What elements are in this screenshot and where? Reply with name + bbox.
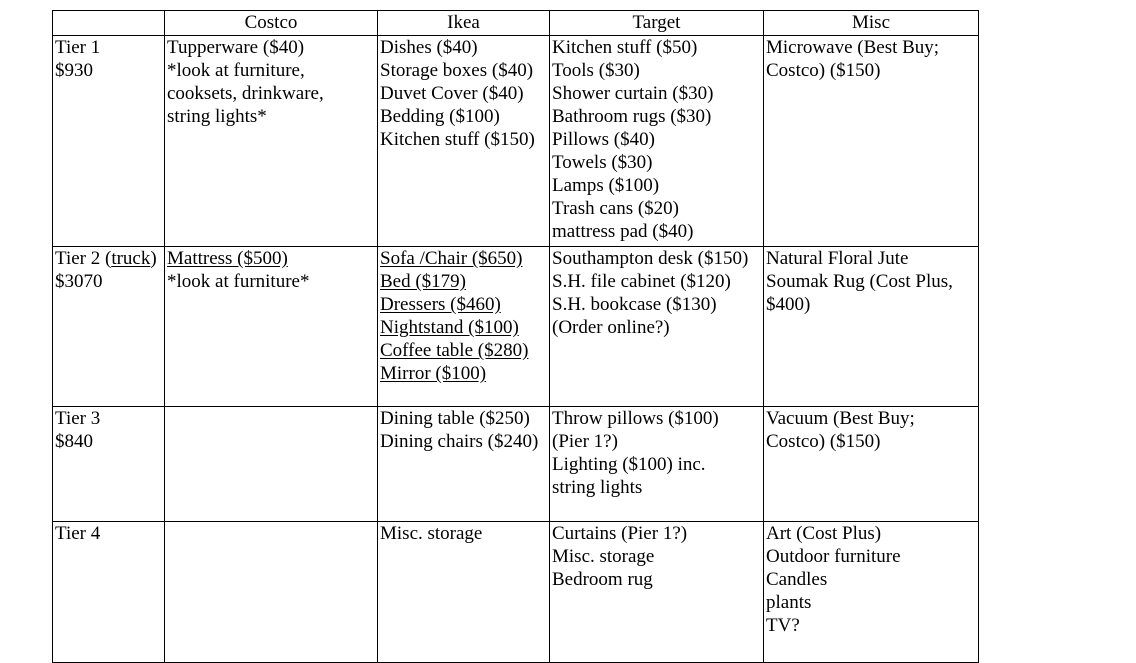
cell-line — [552, 293, 762, 316]
text-part: $3070 — [55, 271, 103, 292]
costco-cell — [165, 36, 378, 247]
text-part: Curtains (Pier 1?) — [552, 523, 688, 544]
cell-line — [552, 430, 762, 453]
cell-line — [380, 128, 548, 151]
text-part: Duvet Cover ($40) — [380, 83, 524, 104]
cell-line — [55, 59, 163, 82]
ikea-cell — [378, 407, 550, 522]
cell-line — [167, 36, 376, 59]
text-part: Dishes ($40) — [380, 37, 478, 58]
tier-shopping-table — [52, 10, 979, 663]
text-part: Outdoor furniture — [766, 546, 901, 567]
header-row — [53, 11, 979, 36]
cell-line — [380, 430, 548, 453]
text-part: Tupperware ($40) — [167, 37, 305, 58]
cell-line — [766, 270, 977, 293]
ikea-cell — [378, 522, 550, 663]
cell-line — [766, 614, 977, 637]
cell-line — [766, 568, 977, 591]
text-part: Art (Cost Plus) — [766, 523, 882, 544]
costco-cell — [165, 407, 378, 522]
cell-line — [380, 293, 548, 316]
tier-row — [53, 522, 979, 663]
text-part: Dining chairs ($240) — [380, 431, 539, 452]
target-cell — [550, 407, 764, 522]
cell-line — [552, 453, 762, 476]
text-part: TV? — [766, 615, 800, 636]
text-part: string lights — [552, 477, 643, 498]
cell-line — [552, 545, 762, 568]
tier-label-cell — [53, 522, 165, 663]
tier-label-cell — [53, 407, 165, 522]
text-part: Dining table ($250) — [380, 408, 530, 429]
cell-line — [552, 59, 762, 82]
cell-line — [766, 430, 977, 453]
text-part: Bathroom rugs ($30) — [552, 106, 712, 127]
text-part: Towels ($30) — [552, 152, 653, 173]
text-part: Microwave (Best Buy; — [766, 37, 940, 58]
cell-line — [552, 270, 762, 293]
text-part: S.H. bookcase ($130) — [552, 294, 717, 315]
text-part: Bedding ($100) — [380, 106, 500, 127]
header-costco: Costco — [165, 11, 378, 36]
text-part: $400) — [766, 294, 811, 315]
text-part: Tier 3 — [55, 408, 101, 429]
text-part: Misc. storage — [380, 523, 483, 544]
text-part: Candles — [766, 569, 828, 590]
tier-row — [53, 247, 979, 407]
cell-line — [552, 151, 762, 174]
costco-cell — [165, 247, 378, 407]
text-part: Lighting ($100) inc. — [552, 454, 706, 475]
cell-line — [380, 82, 548, 105]
cell-line — [766, 591, 977, 614]
text-part: Throw pillows ($100) — [552, 408, 719, 429]
text-part: Tools ($30) — [552, 60, 640, 81]
misc-cell — [764, 407, 979, 522]
tier-row — [53, 407, 979, 522]
cell-line — [552, 407, 762, 430]
underlined-text: Sofa /Chair ($650) — [380, 248, 523, 269]
header-target: Target — [550, 11, 764, 36]
tier-label-cell — [53, 247, 165, 407]
cell-line — [380, 407, 548, 430]
underlined-text: truck — [111, 248, 151, 269]
cell-line — [380, 316, 548, 339]
header-misc: Misc — [764, 11, 979, 36]
ikea-cell — [378, 36, 550, 247]
cell-line — [380, 270, 548, 293]
cell-line — [552, 522, 762, 545]
text-part: Tier 2 ( — [55, 248, 112, 269]
text-part: cooksets, drinkware, — [167, 83, 324, 104]
cell-line — [552, 316, 762, 339]
text-part: Lamps ($100) — [552, 175, 660, 196]
cell-line — [167, 270, 376, 293]
text-part: Southampton desk ($150) — [552, 248, 749, 269]
cell-line — [380, 105, 548, 128]
text-part: string lights* — [167, 106, 267, 127]
cell-line — [766, 36, 977, 59]
underlined-text: Dressers ($460) — [380, 294, 501, 315]
header-tier — [53, 11, 165, 36]
text-part: $840 — [55, 431, 93, 452]
cell-line — [380, 362, 548, 385]
text-part: Tier 1 — [55, 37, 101, 58]
cell-line — [167, 247, 376, 270]
cell-line — [380, 36, 548, 59]
target-cell — [550, 522, 764, 663]
target-cell — [550, 247, 764, 407]
text-part: (Pier 1?) — [552, 431, 618, 452]
cell-line — [167, 59, 376, 82]
cell-line — [552, 247, 762, 270]
underlined-text: Coffee table ($280) — [380, 340, 529, 361]
cell-line — [552, 197, 762, 220]
text-part: *look at furniture* — [167, 271, 310, 292]
text-part: Bedroom rug — [552, 569, 653, 590]
cell-line — [167, 105, 376, 128]
cell-line — [55, 430, 163, 453]
cell-line — [55, 407, 163, 430]
text-part: ) — [150, 248, 157, 269]
cell-line — [55, 522, 163, 545]
text-part: plants — [766, 592, 812, 613]
cell-line — [552, 82, 762, 105]
cell-line — [766, 247, 977, 270]
cell-line — [55, 36, 163, 59]
costco-cell — [165, 522, 378, 663]
header-ikea: Ikea — [378, 11, 550, 36]
cell-line — [380, 522, 548, 545]
text-part: Costco) ($150) — [766, 60, 881, 81]
cell-line — [766, 59, 977, 82]
cell-line — [55, 270, 163, 293]
misc-cell — [764, 36, 979, 247]
tier-label-cell — [53, 36, 165, 247]
text-part: Vacuum (Best Buy; — [766, 408, 915, 429]
text-part: Storage boxes ($40) — [380, 60, 534, 81]
cell-line — [766, 545, 977, 568]
text-part: (Order online?) — [552, 317, 670, 338]
text-part: Trash cans ($20) — [552, 198, 680, 219]
cell-line — [552, 174, 762, 197]
text-part: S.H. file cabinet ($120) — [552, 271, 731, 292]
misc-cell — [764, 522, 979, 663]
text-part: Tier 4 — [55, 523, 101, 544]
cell-line — [380, 247, 548, 270]
underlined-text: Mirror ($100) — [380, 363, 487, 384]
text-part: Soumak Rug (Cost Plus, — [766, 271, 953, 292]
underlined-text: Mattress ($500) — [167, 248, 288, 269]
cell-line — [380, 339, 548, 362]
cell-line — [766, 407, 977, 430]
text-part: $930 — [55, 60, 93, 81]
text-part: Shower curtain ($30) — [552, 83, 714, 104]
cell-line — [552, 220, 762, 243]
underlined-text: Bed ($179) — [380, 271, 467, 292]
ikea-cell — [378, 247, 550, 407]
text-part: mattress pad ($40) — [552, 221, 694, 242]
misc-cell — [764, 247, 979, 407]
text-part: Misc. storage — [552, 546, 655, 567]
cell-line — [552, 568, 762, 591]
text-part: *look at furniture, — [167, 60, 305, 81]
cell-line — [766, 293, 977, 316]
tier-row — [53, 36, 979, 247]
text-part: Natural Floral Jute — [766, 248, 909, 269]
target-cell — [550, 36, 764, 247]
cell-line — [552, 36, 762, 59]
cell-line — [552, 105, 762, 128]
cell-line — [55, 247, 163, 270]
text-part: Kitchen stuff ($150) — [380, 129, 535, 150]
underlined-text: Nightstand ($100) — [380, 317, 519, 338]
cell-line — [766, 522, 977, 545]
text-part: Costco) ($150) — [766, 431, 881, 452]
cell-line — [552, 128, 762, 151]
text-part: Pillows ($40) — [552, 129, 655, 150]
cell-line — [552, 476, 762, 499]
cell-line — [380, 59, 548, 82]
text-part: Kitchen stuff ($50) — [552, 37, 698, 58]
cell-line — [167, 82, 376, 105]
